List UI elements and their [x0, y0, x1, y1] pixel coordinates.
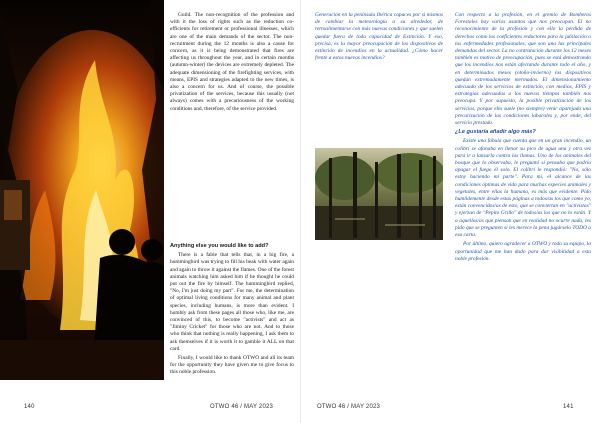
magazine-issue-label: OTWO 46 / MAY 2023	[210, 404, 274, 410]
firefighters-fire-photo	[0, 0, 164, 380]
paragraph: There is a fable that tells that, in a big fire, a hummingbird was trying to fill his beak with water again and again to throw it against the flames. One of the forest animals watching him asked him if he thought he could put out the fire by himself. The hummingbird replied, "No, I'm just doing my part". For me, the determination of optimal living conditions for many animal and plant species, including humans, is more than evident. I humbly ask from these pages all those who, like me, are convinced of this, to become "activists" and act as "Jiminy Cricket" for those who are not. And to those who think that nothing is really happening, I ask them to ask themselves if it is worth it to gamble it ALL on that card.	[170, 252, 294, 352]
paragraph: Generación en la península Ibérica capaces por si mismos de cambiar la meteorología a su alrededor, de retroalimentarse con más nuevas condiciones y que suelen quedar fuera de toda capacidad de Extinción. Y eso, precisa, es la mayor preocupación de los dispositivos de extinción de incendios en la actualidad. ¿Cómo hacer frente a estos nuevos incendios?	[315, 12, 443, 62]
interview-question: ¿Le gustaría añadir algo más?	[455, 129, 536, 136]
paragraph: Con respecto a la profesión, en el gremio de Bomberos Forestales hay varios asuntos que nos preocupan. El no reconocimiento de la profesión y con ello la pérdida de derechos como los coeficientes reductores para la jubilación o las enfermedades profesionales, que son una las principales demandas del sector. La no contratación durante los 12 meses también es motivo de preocupación, pues se está demostrando que los incendios nos están afectando durante todo el año, y en determinados meses (otoño-invierno) los dispositivos quedan extremadamente mermados. El dimensionamiento adecuado de los servicios de extinción, con medios, EPIS y estrategias adecuadas a los nuevos tiempos también nos preocupa. Y por supuesto, la posible privatización de los servicios, porque ello suele (no siempre) venir aparejado una precarización de las condiciones laborales y, por ende, del servicio prestado.	[455, 12, 591, 127]
spanish-column-1	[315, 12, 443, 64]
right-page	[300, 0, 600, 423]
english-column-2	[170, 243, 294, 379]
interview-question: Anything else you would like to add?	[170, 243, 269, 249]
paragraph: Por último, quiero agradecer a OTWO y todo su equipo, la oportunidad que me han dado para dar visibilidad a esta noble profesión.	[455, 241, 591, 262]
paragraph: Existe una fábula que cuenta que en un gran incendio, un colibrí se afanaba en llenar su pico de agua una y otra vez para ir a lanzarla contra las llamas. Uno de los animales del bosque que lo observaba, le preguntó si pensaba que podría apagar el fuego él solo. El colibrí le respondió: "No, sólo estoy haciendo mi parte". Para mí, el alcance de las condiciones óptimas de vida para muchas especies animales y vegetales, entre ellas la humana, es más que evidente. Pido humildemente desde estas páginas a todos/as los que como yo, están convencidos/as de esto, que se conviertan en "activistas" y ejerzan de "Pepito Grillo" de todos/as los que no lo están. Y a aquellos/as que piensan que en realidad no ocurre nada, les pido que se pregunten si les merece la pena jugárselo TODO a esa carta.	[455, 138, 591, 239]
spanish-column-2	[455, 12, 591, 265]
burned-forest-photo	[315, 148, 443, 240]
paragraph: Finally, I would like to thank OTWO and all its team for the opportunity they have given me to give focus to this noble profession.	[170, 355, 294, 376]
paragraph: Guild. The non-recognition of the profession and with it the loss of rights such as the reduction co-efficients for retirement or professional illnesses, which are one of the main demands of the sector. The non-recruitment during the 12 months is also a cause for concern, as it is being demonstrated that fires are affecting us throughout the year, and in certain months (autumn-winter) the devices are extremely depleted. The adequate dimensioning of the firefighting services, with means, EPIS and strategies adapted to the new times, is also a concern for us. And of course, the possible privatization of the services, because this usually (not always) comes with a precariousness of the working conditions and, therefore, of the service provided.	[170, 12, 294, 112]
page-number: 141	[563, 404, 574, 410]
english-column-1	[170, 12, 294, 115]
magazine-issue-label: OTWO 46 / MAY 2023	[317, 404, 381, 410]
page-number: 140	[24, 404, 35, 410]
